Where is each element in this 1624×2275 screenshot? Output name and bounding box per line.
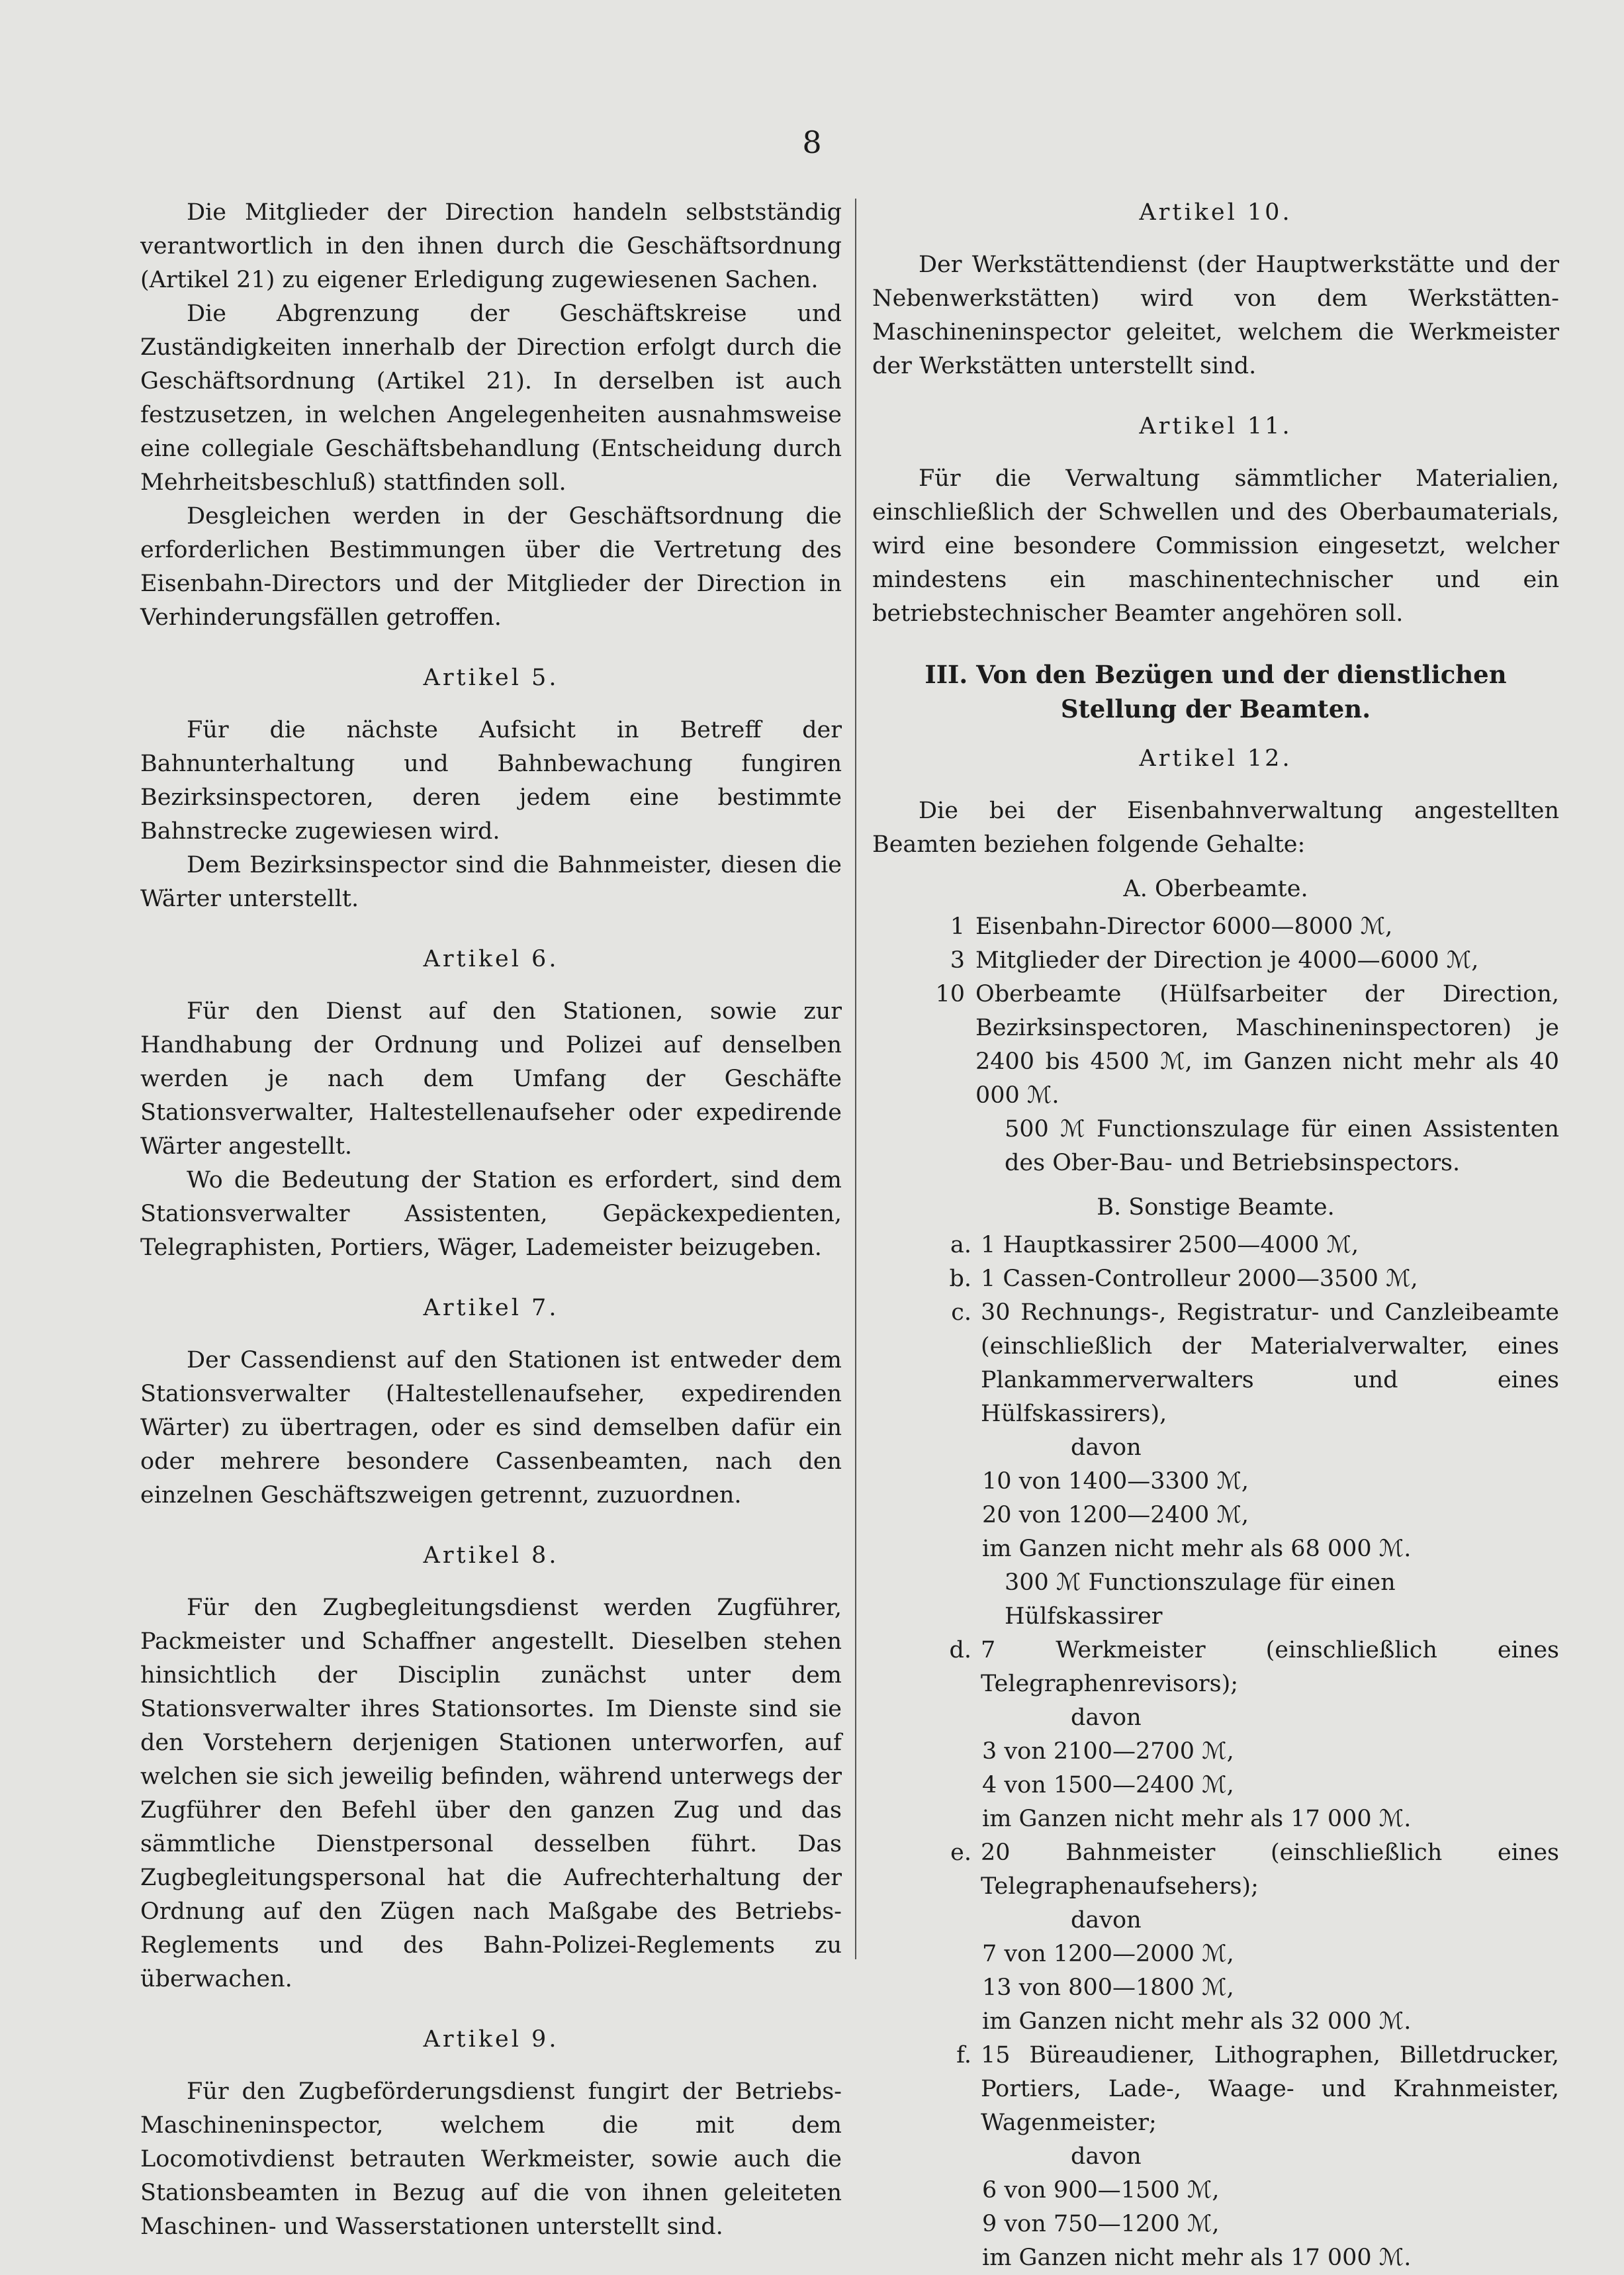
salary-line: 10 von 1400—3300 ℳ, bbox=[982, 1468, 1249, 1495]
salary-line: 3 von 2100—2700 ℳ, bbox=[982, 1738, 1234, 1765]
item-text: 7 Werkmeister (einschließlich eines Telegraphenrevisors); bbox=[981, 1637, 1559, 1697]
item-text: 20 Bahnmeister (einschließlich eines Telegraphenaufsehers); bbox=[981, 1839, 1559, 1900]
paragraph: Desgleichen werden in der Geschäftsordnung die erforderlichen Bestimmungen über die Vertretung des Eisenbahn-Directors und der Mitglieder der Direction in Verhinderungsfällen getroffen. bbox=[140, 503, 842, 631]
paragraph: Für die Verwaltung sämmtlicher Materialien, einschließlich der Schwellen und des Oberbaumaterials, wird eine besondere Commission eingesetzt, welcher mindestens ein maschinentechnischer und ein betriebstechnischer Beamter angehören soll. bbox=[872, 465, 1559, 627]
item-text: Mitglieder der Direction je 4000—6000 ℳ, bbox=[975, 947, 1479, 974]
subheading-oberbeamte: A. Oberbeamte. bbox=[1123, 876, 1308, 902]
paragraph: Die Mitglieder der Direction handeln selbstständig verantwortlich in den ihnen durch die Geschäftsordnung (Artikel 21) zu eigener Erledigung zugewiesenen Sachen. bbox=[140, 199, 842, 293]
article-8-heading: Artikel 8. bbox=[423, 1542, 559, 1569]
item-letter: e. bbox=[950, 1839, 971, 1866]
item-text: 15 Büreaudiener, Lithographen, Billetdrucker, Portiers, Lade-, Waage- und Krahnmeister, Wagenmeister; bbox=[981, 2042, 1559, 2136]
salary-total: im Ganzen nicht mehr als 68 000 ℳ. bbox=[982, 1536, 1412, 1562]
article-6-heading: Artikel 6. bbox=[423, 946, 559, 972]
article-12-heading: Artikel 12. bbox=[1139, 745, 1292, 772]
paragraph: Für den Dienst auf den Stationen, sowie zur Handhabung der Ordnung und Polizei auf denselben werden je nach dem Umfang der Geschäfte Stationsverwalter, Haltestellenaufseher oder expedirende Wärter angestellt. bbox=[140, 998, 842, 1160]
item-text: 1 Hauptkassirer 2500—4000 ℳ, bbox=[981, 1232, 1359, 1258]
salary-line: 9 von 750—1200 ℳ, bbox=[982, 2211, 1220, 2237]
salary-total: im Ganzen nicht mehr als 32 000 ℳ. bbox=[982, 2008, 1412, 2035]
section-heading: III. Von den Bezügen und der dienstlichen Stellung der Beamten. bbox=[925, 660, 1507, 723]
article-9-heading: Artikel 9. bbox=[423, 2026, 559, 2053]
item-letter: c. bbox=[951, 1299, 971, 1326]
paragraph: Die Abgrenzung der Geschäftskreise und Zuständigkeiten innerhalb der Direction erfolgt durch die Geschäftsordnung (Artikel 21). In derselben ist auch festzusetzen, in welchen Angelegenheiten ausnahmsweise eine collegiale Geschäftsbehandlung (Entscheidung durch Mehrheitsbeschluß) stattfinden soll. bbox=[140, 301, 842, 496]
list-item bbox=[872, 944, 1559, 978]
subheading-sonstige-beamte: B. Sonstige Beamte. bbox=[1097, 1194, 1335, 1221]
item-count: 3 bbox=[950, 947, 965, 974]
list-item bbox=[872, 1229, 1559, 1262]
paragraph: Für den Zugbegleitungsdienst werden Zugführer, Packmeister und Schaffner angestellt. Dieselben stehen hinsichtlich der Disciplin zunächst unter dem Stationsverwalter ihres Stationsortes. Im Dienste sind sie den Vorstehern derjenigen Stationen unterworfen, auf welchen sie sich jeweilig befinden, während unterwegs der Zugführer den Befehl über den ganzen Zug und das sämmtliche Dienstpersonal desselben führt. Das Zugbegleitungspersonal hat die Aufrechterhaltung der Ordnung auf den Zügen nach Maßgabe des Betriebs-Reglements und des Bahn-Polizei-Reglements zu überwachen. bbox=[140, 1595, 842, 1992]
left-column bbox=[140, 196, 842, 2244]
paragraph: Für den Zugbeförderungsdienst fungirt der Betriebs-Maschineninspector, welchem die mit dem Locomotivdienst betrauten Werkmeister, sowie auch die Stationsbeamten in Bezug auf die von ihnen geleiteten Maschinen- und Wasserstationen unterstellt sind. bbox=[140, 2078, 842, 2240]
item-text: Oberbeamte (Hülfsarbeiter der Direction, Bezirksinspectoren, Maschineninspectoren) je 2400 bis 4500 ℳ, im Ganzen nicht mehr als 40 000 ℳ. bbox=[975, 981, 1559, 1109]
salary-line: 20 von 1200—2400 ℳ, bbox=[982, 1502, 1249, 1528]
right-column bbox=[872, 196, 1559, 2275]
salary-line: 6 von 900—1500 ℳ, bbox=[982, 2177, 1220, 2204]
salary-line: 13 von 800—1800 ℳ, bbox=[982, 1974, 1234, 2001]
article-7-heading: Artikel 7. bbox=[423, 1295, 559, 1321]
list-item bbox=[872, 1262, 1559, 1296]
salary-note: 300 ℳ Functionszulage für einen Hülfskassirer bbox=[1005, 1569, 1396, 1630]
list-item bbox=[872, 2039, 1559, 2140]
item-text: Eisenbahn-Director 6000—8000 ℳ, bbox=[975, 913, 1393, 940]
item-text: 1 Cassen-Controlleur 2000—3500 ℳ, bbox=[981, 1266, 1418, 1292]
davon-label: davon bbox=[1071, 1704, 1142, 1731]
item-letter: a. bbox=[950, 1232, 971, 1258]
list-item bbox=[872, 978, 1559, 1113]
paragraph: Der Cassendienst auf den Stationen ist entweder dem Stationsverwalter (Haltestellenaufseher, expedirenden Wärter) zu übertragen, oder es sind demselben dafür ein oder mehrere besondere Cassenbeamten, nach den einzelnen Geschäftszweigen getrennt, zuzuordnen. bbox=[140, 1347, 842, 1509]
salary-line: 4 von 1500—2400 ℳ, bbox=[982, 1772, 1234, 1798]
item-text: 30 Rechnungs-, Registratur- und Canzleibeamte (einschließlich der Materialverwalter, eines Plankammerverwalters und eines Hülfskassirers), bbox=[981, 1299, 1559, 1427]
salary-total: im Ganzen nicht mehr als 17 000 ℳ. bbox=[982, 2245, 1412, 2271]
davon-label: davon bbox=[1071, 1434, 1142, 1461]
list-note: 500 ℳ Functionszulage für einen Assistenten des Ober-Bau- und Betriebsinspectors. bbox=[1005, 1116, 1559, 1176]
list-item bbox=[872, 1296, 1559, 1431]
paragraph: Für die nächste Aufsicht in Betreff der Bahnunterhaltung und Bahnbewachung fungiren Bezirksinspectoren, deren jedem eine bestimmte Bahnstrecke zugewiesen wird. bbox=[140, 717, 842, 845]
paragraph: Die bei der Eisenbahnverwaltung angestellten Beamten beziehen folgende Gehalte: bbox=[872, 798, 1559, 858]
item-letter: b. bbox=[949, 1266, 971, 1292]
davon-label: davon bbox=[1071, 2143, 1142, 2170]
paragraph: Wo die Bedeutung der Station es erfordert, sind dem Stationsverwalter Assistenten, Gepäckexpedienten, Telegraphisten, Portiers, Wäger, Lademeister beizugeben. bbox=[140, 1167, 842, 1261]
paragraph: Der Werkstättendienst (der Hauptwerkstätte und der Nebenwerkstätten) wird von dem Werkstätten-Maschineninspector geleitet, welchem die Werkmeister der Werkstätten unterstellt sind. bbox=[872, 252, 1559, 379]
list-item bbox=[872, 1836, 1559, 1904]
list-item bbox=[872, 910, 1559, 944]
item-letter: f. bbox=[956, 2042, 971, 2068]
paragraph: Dem Bezirksinspector sind die Bahnmeister, diesen die Wärter unterstellt. bbox=[140, 852, 842, 912]
article-11-heading: Artikel 11. bbox=[1139, 413, 1292, 440]
davon-label: davon bbox=[1071, 1907, 1142, 1933]
salary-line: 7 von 1200—2000 ℳ, bbox=[982, 1941, 1234, 1967]
list-item bbox=[872, 1634, 1559, 1701]
salary-total: im Ganzen nicht mehr als 17 000 ℳ. bbox=[982, 1806, 1412, 1832]
column-divider bbox=[855, 199, 856, 1959]
item-count: 10 bbox=[935, 981, 965, 1007]
item-letter: d. bbox=[949, 1637, 971, 1663]
item-count: 1 bbox=[950, 913, 965, 940]
article-5-heading: Artikel 5. bbox=[423, 665, 559, 691]
article-10-heading: Artikel 10. bbox=[1139, 199, 1292, 226]
page-number: 8 bbox=[802, 124, 822, 160]
